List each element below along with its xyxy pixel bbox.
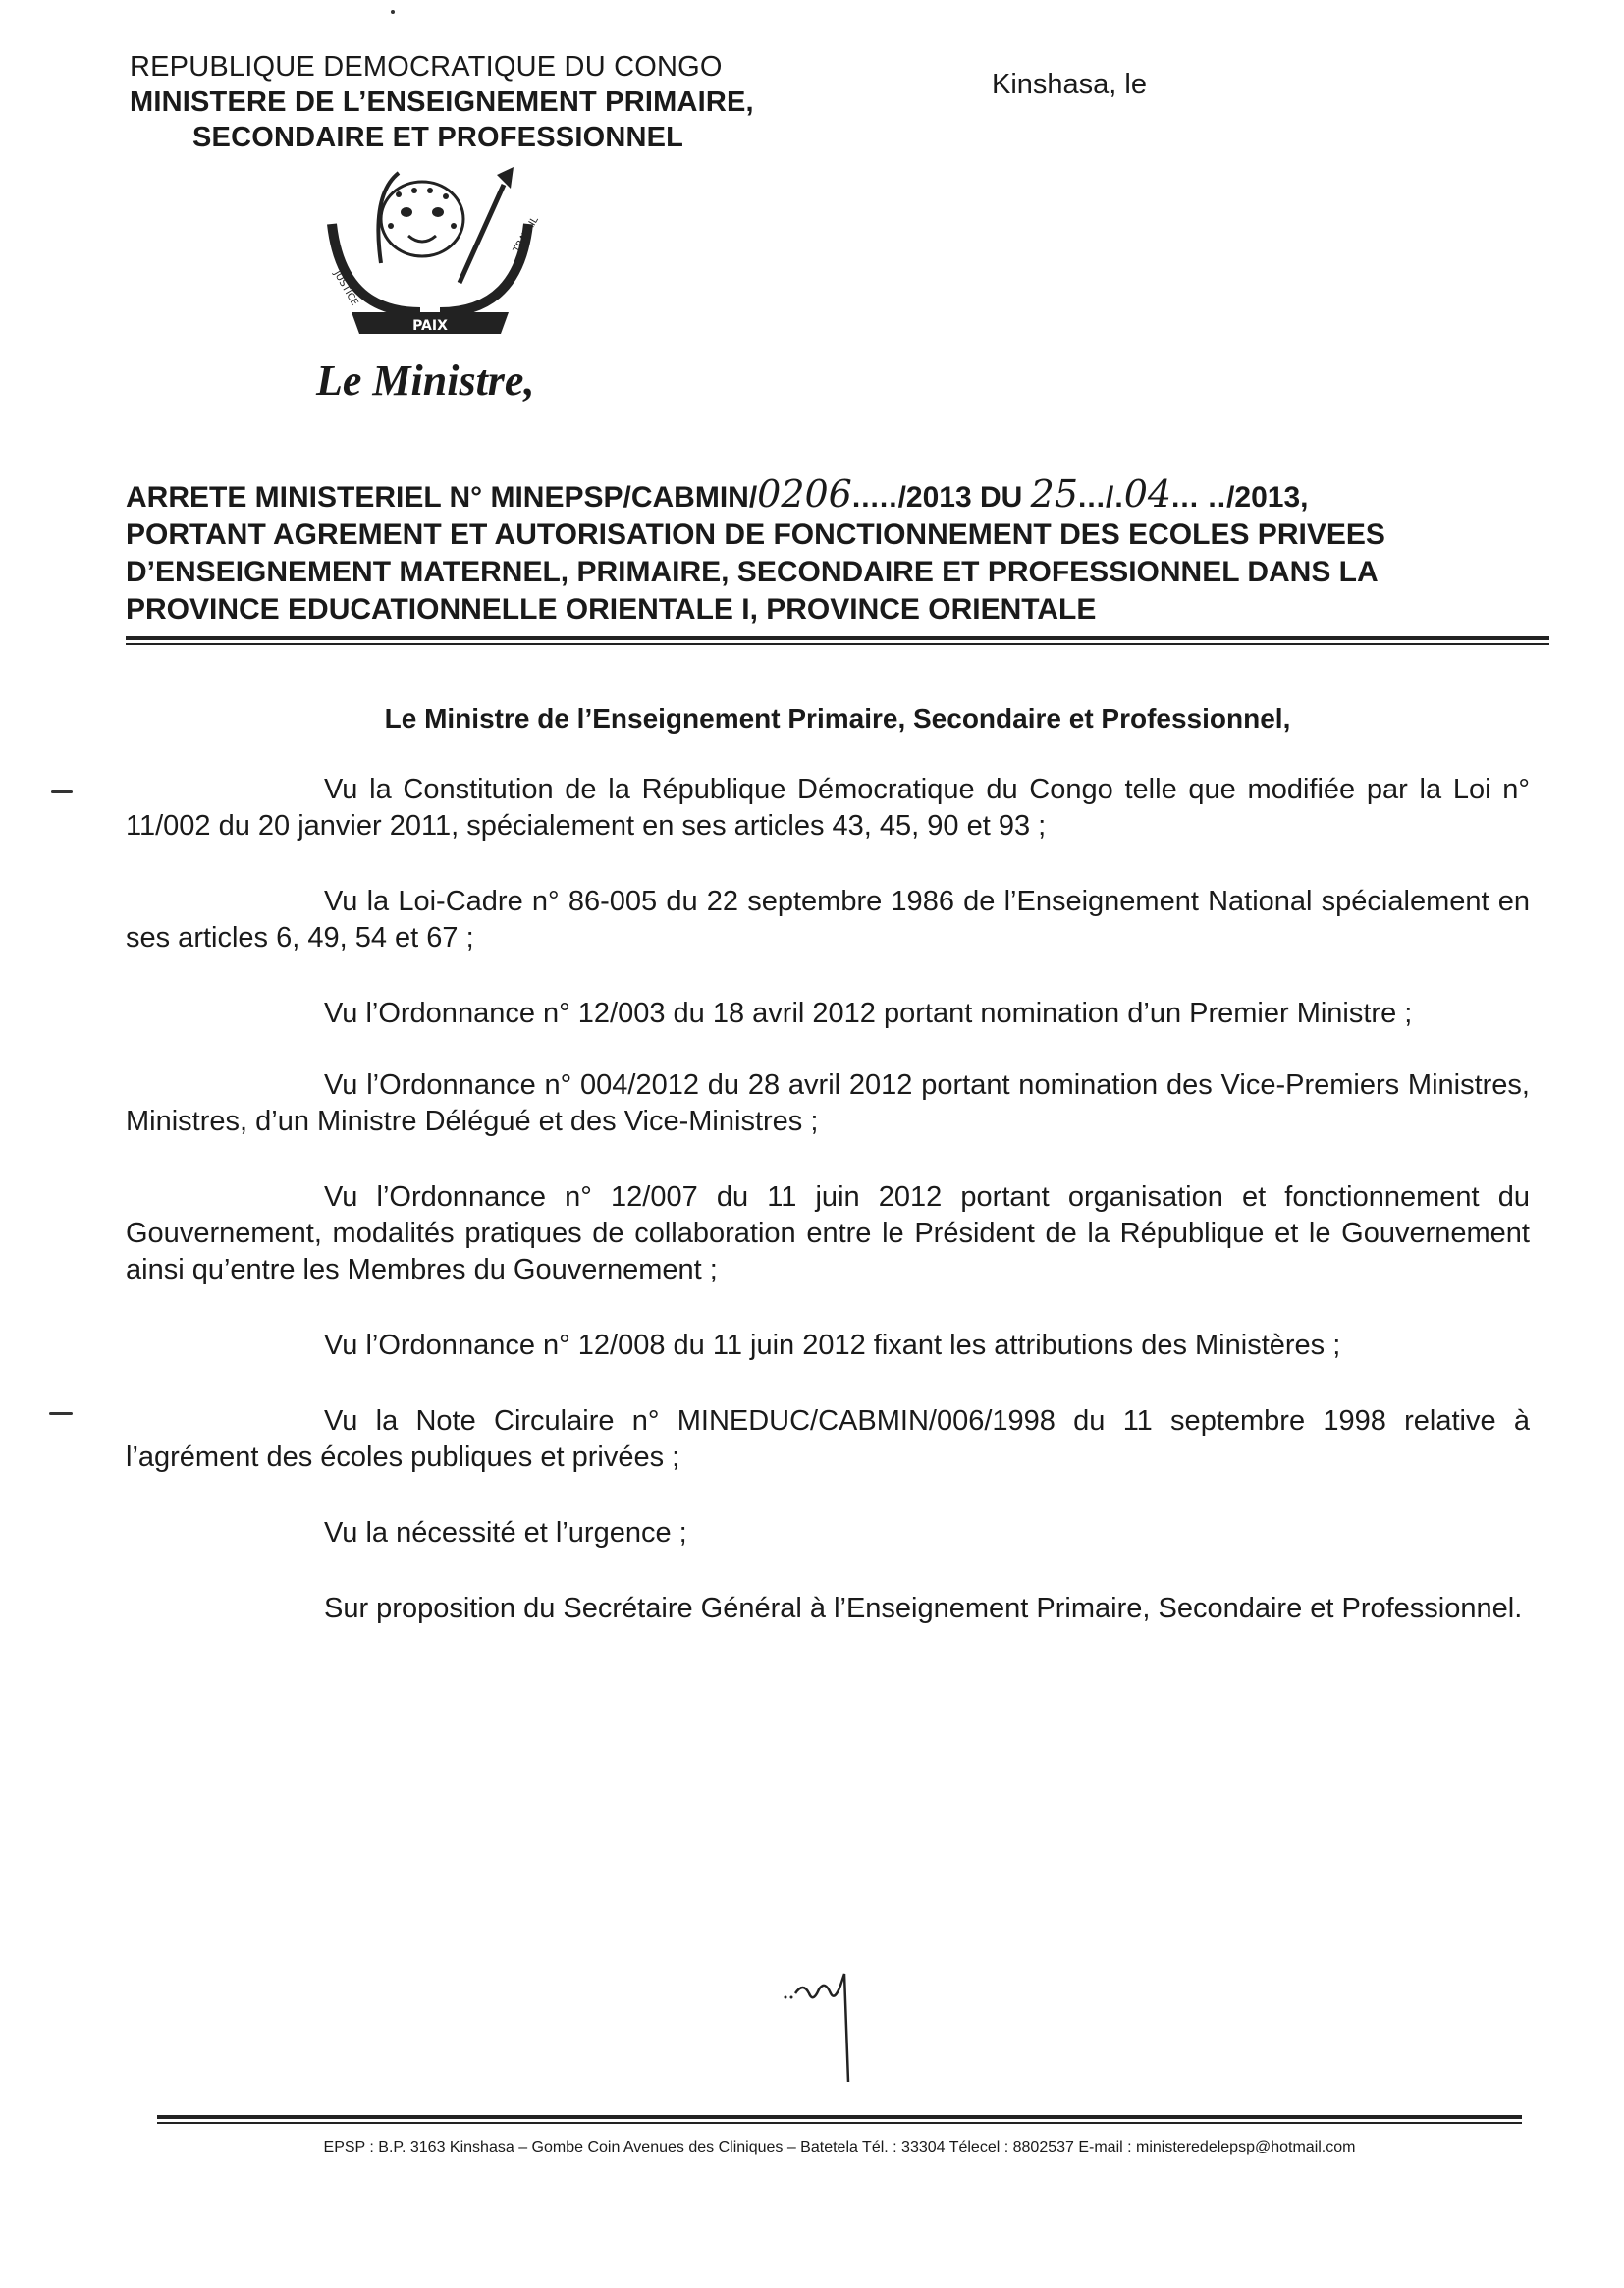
decree-title-line-3: D’ENSEIGNEMENT MATERNEL, PRIMAIRE, SECONDAIRE ET PROFESSIONNEL DANS LA — [126, 556, 1379, 588]
decree-title — [126, 472, 1554, 628]
emblem-motto-justice: JUSTICE — [331, 269, 360, 308]
consideration-paragraph: Vu la Constitution de la République Démocratique du Congo telle que modifiée par la Loi n° 11/002 du 20 janvier 2011, spécialement en ses articles 43, 45, 90 et 93 ; — [126, 774, 1530, 842]
emblem-motto-travail: TRAVAIL — [512, 214, 541, 255]
letterhead — [130, 49, 754, 155]
scan-mark — [49, 1412, 73, 1415]
consideration-paragraph: Vu l’Ordonnance n° 004/2012 du 28 avril 2012 portant nomination des Vice-Premiers Ministres, Ministres, d’un Ministre Délégué et des Vice-Ministres ; — [126, 1069, 1530, 1137]
scan-mark — [51, 790, 73, 793]
consideration-paragraph: Vu l’Ordonnance n° 12/003 du 18 avril 2012 portant nomination d’un Premier Ministre ; — [324, 998, 1413, 1029]
consideration-paragraph: Sur proposition du Secrétaire Général à l’Enseignement Primaire, Secondaire et Professionnel. — [324, 1593, 1523, 1624]
decree-reference-line: ARRETE MINISTERIEL N° MINEPSP/CABMIN/0206...../2013 DU 25.../.04... ../2013, — [126, 472, 1309, 516]
consideration-paragraph: Vu la nécessité et l’urgence ; — [324, 1517, 687, 1549]
title-rule-thin — [126, 643, 1549, 645]
decree-day-handwritten: 25 — [1030, 472, 1078, 516]
minister-title: Le Ministre, — [316, 356, 535, 405]
considerations — [126, 772, 1530, 1666]
place-date-label: Kinshasa, le — [992, 69, 1147, 100]
intro-heading: Le Ministre de l’Enseignement Primaire, Secondaire et Professionnel, — [384, 703, 1291, 734]
decree-prefix: ARRETE MINISTERIEL N° MINEPSP/CABMIN/ — [126, 481, 758, 514]
decree-mid: /2013 DU — [897, 481, 1031, 514]
consideration-paragraph: Vu l’Ordonnance n° 12/007 du 11 juin 2012 portant organisation et fonctionnement du Gouvernement, modalités pratiques de collaboration entre le Président de la République et le Gouvernement ainsi qu’entre les Membres du Gouvernement ; — [126, 1181, 1530, 1285]
footer-rule-thin — [157, 2122, 1522, 2124]
title-rule-thick — [126, 636, 1549, 640]
emblem-motto-paix: PAIX — [412, 318, 448, 334]
consideration-paragraph: Vu la Loi-Cadre n° 86-005 du 22 septembre 1986 de l’Enseignement National spécialement en ses articles 6, 49, 54 et 67 ; — [126, 886, 1530, 953]
decree-number-handwritten: 0206 — [757, 472, 852, 516]
coat-of-arms-icon — [312, 165, 568, 361]
decree-month-handwritten: 04 — [1123, 472, 1172, 516]
letterhead-ministry: MINISTERE DE L’ENSEIGNEMENT PRIMAIRE, — [130, 86, 754, 118]
footer-contact: EPSP : B.P. 3163 Kinshasa – Gombe Coin Avenues des Cliniques – Batetela Tél. : 33304 Télecel : 8802537 E-mail : ministeredelepsp@hotmail.com — [323, 2139, 1356, 2155]
consideration-paragraph: Vu l’Ordonnance n° 12/008 du 11 juin 2012 fixant les attributions des Ministères ; — [324, 1330, 1341, 1361]
letterhead-ministry-cont: SECONDAIRE ET PROFESSIONNEL — [192, 122, 684, 153]
initials-signature-icon — [766, 1964, 923, 2092]
letterhead-country: REPUBLIQUE DEMOCRATIQUE DU CONGO — [130, 51, 723, 82]
decree-year: /2013, — [1226, 481, 1309, 514]
decree-title-line-2: PORTANT AGREMENT ET AUTORISATION DE FONCTIONNEMENT DES ECOLES PRIVEES — [126, 518, 1385, 551]
footer-rule-thick — [157, 2115, 1522, 2119]
consideration-paragraph: Vu la Note Circulaire n° MINEDUC/CABMIN/006/1998 du 11 septembre 1998 relative à l’agrément des écoles publiques et privées ; — [126, 1405, 1530, 1473]
scan-mark — [391, 10, 395, 14]
decree-title-line-4: PROVINCE EDUCATIONNELLE ORIENTALE I, PROVINCE ORIENTALE — [126, 593, 1097, 626]
